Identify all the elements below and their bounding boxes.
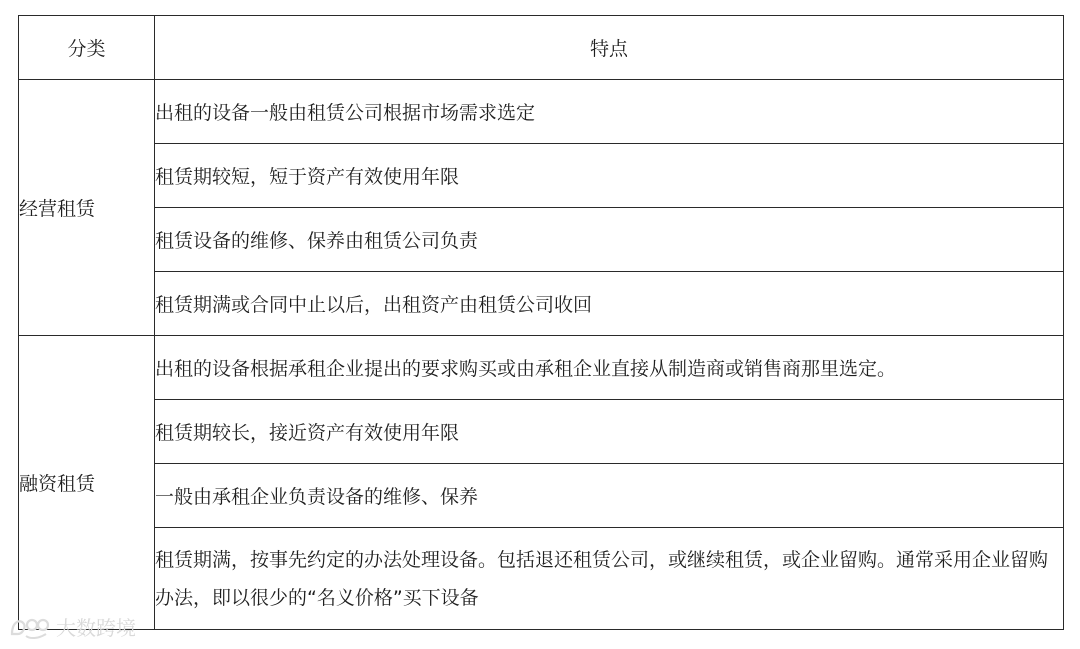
- header-row: [19, 16, 1064, 80]
- category-finance-lease: 融资租赁: [19, 336, 155, 630]
- table-row: [19, 80, 1064, 144]
- feature-cell: 出租的设备根据承租企业提出的要求购买或由承租企业直接从制造商或销售商那里选定。: [155, 336, 1064, 400]
- table-row: [19, 208, 1064, 272]
- feature-cell: 租赁期满或合同中止以后，出租资产由租赁公司收回: [155, 272, 1064, 336]
- table-row: [19, 272, 1064, 336]
- table-row: [19, 336, 1064, 400]
- feature-cell: 出租的设备一般由租赁公司根据市场需求选定: [155, 80, 1064, 144]
- category-operating-lease: 经营租赁: [19, 80, 155, 336]
- feature-cell: 一般由承租企业负责设备的维修、保养: [155, 464, 1064, 528]
- header-category: 分类: [19, 16, 155, 80]
- watermark: [8, 612, 136, 641]
- table-row: [19, 144, 1064, 208]
- feature-cell: 租赁设备的维修、保养由租赁公司负责: [155, 208, 1064, 272]
- watermark-logo-icon: [8, 614, 50, 640]
- watermark-text: 大数跨境: [56, 616, 136, 640]
- header-features: 特点: [155, 16, 1064, 80]
- lease-comparison-table: [18, 15, 1064, 630]
- feature-cell: 租赁期较短，短于资产有效使用年限: [155, 144, 1064, 208]
- table-row: [19, 528, 1064, 630]
- feature-cell: 租赁期满，按事先约定的办法处理设备。包括退还租赁公司，或继续租赁，或企业留购。通常采用企业留购办法，即以很少的“名义价格”买下设备: [155, 528, 1064, 630]
- feature-cell: 租赁期较长，接近资产有效使用年限: [155, 400, 1064, 464]
- table-row: [19, 464, 1064, 528]
- table-row: [19, 400, 1064, 464]
